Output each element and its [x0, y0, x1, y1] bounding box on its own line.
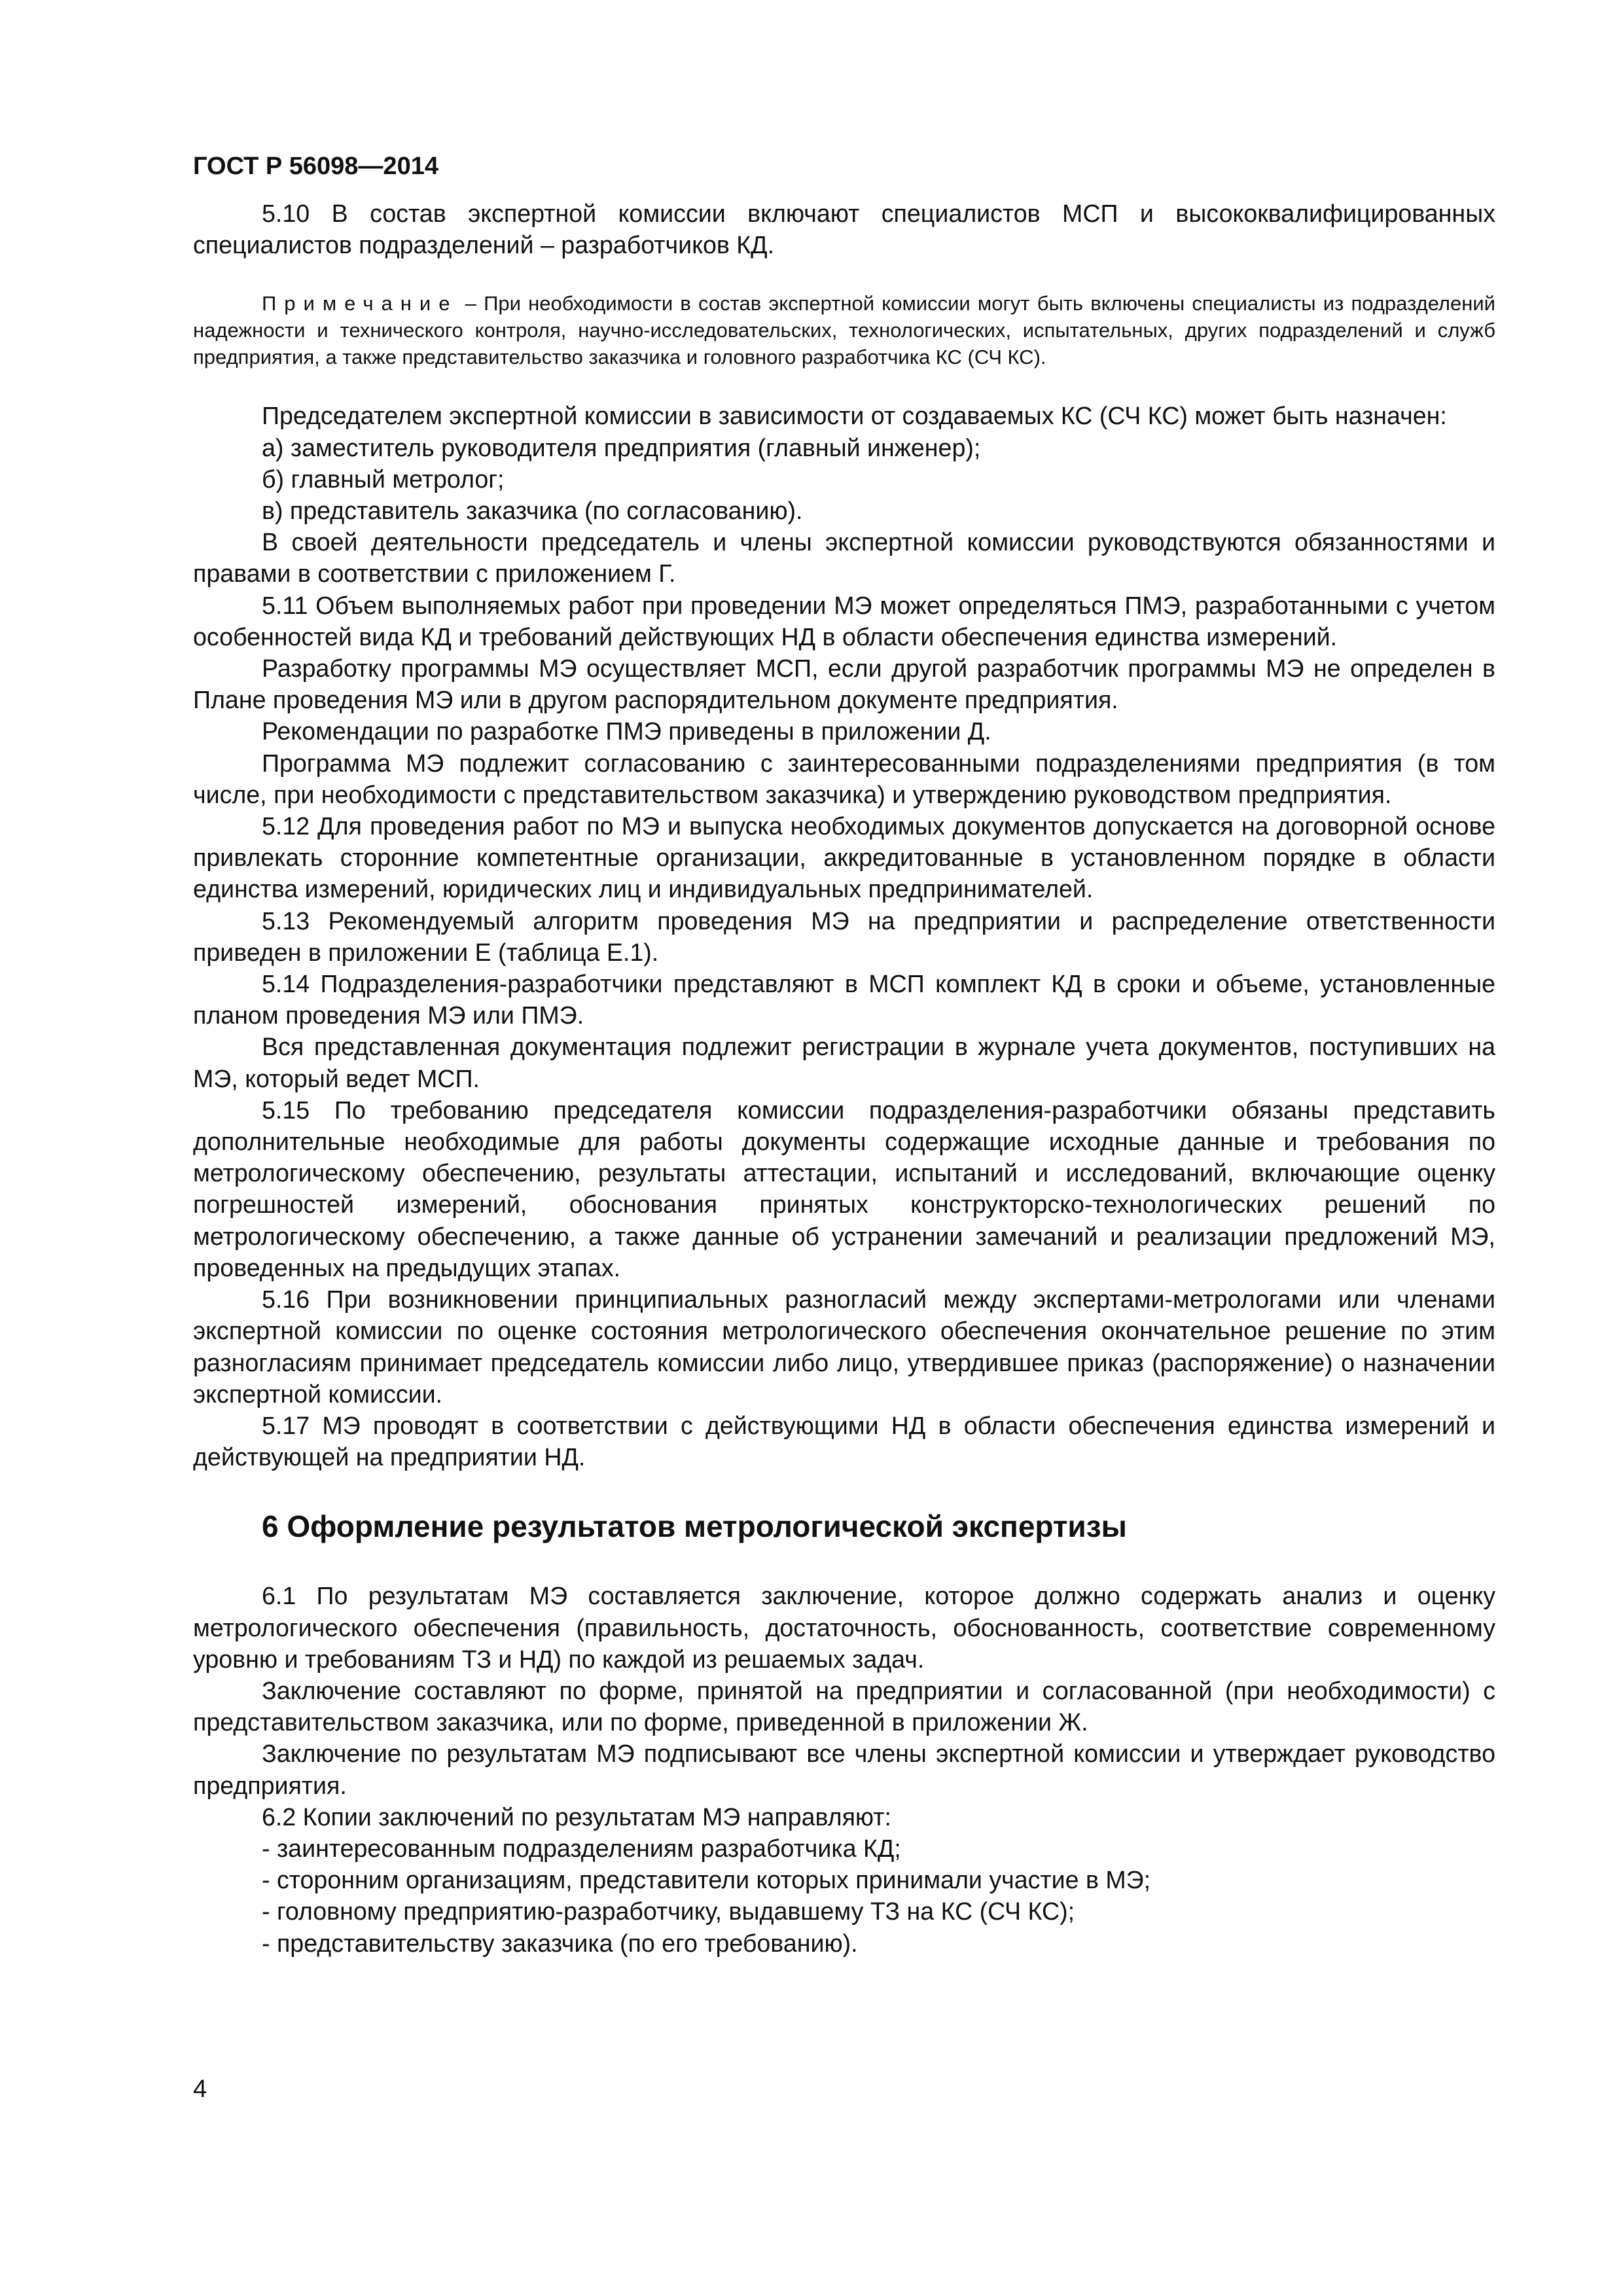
paragraph-6-1: 6.1 По результатам МЭ составляется заключение, которое должно содержать анализ и оценку метрологического обеспечения (правильность, достаточность, обоснованность, соответствие современному уровню и требованиям ТЗ и НД) по каждой из решаемых задач.: [193, 1582, 1495, 1673]
chair-option-c: в) представитель заказчика (по согласованию).: [262, 497, 803, 525]
chair-option-a: а) заместитель руководителя предприятия (главный инженер);: [262, 433, 981, 461]
section-6-title: 6 Оформление результатов метрологической экспертизы: [262, 1509, 1127, 1544]
paragraph-5-13: 5.13 Рекомендуемый алгоритм проведения МЭ на предприятии и распределение ответственности приведен в приложении Е (таблица Е.1).: [193, 906, 1495, 966]
paragraph-5-10: 5.10 В состав экспертной комиссии включают специалистов МСП и высококвалифицированных специалистов подразделений – разработчиков КД.: [193, 200, 1495, 259]
paragraph-6-1-b: Заключение составляют по форме, принятой на предприятии и согласованной (при необходимости) с представительством заказчика, или по форме, приведенной в приложении Ж.: [193, 1676, 1495, 1736]
list-item: - головному предприятию-разработчику, выдавшему ТЗ на КС (СЧ КС);: [262, 1897, 1075, 1926]
paragraph-6-2: 6.2 Копии заключений по результатам МЭ направляют:: [262, 1803, 891, 1831]
note-paragraph: [193, 290, 1495, 370]
note-text: – При необходимости в состав экспертной комиссии могут быть включены специалисты из подразделений надежности и технического контроля, научно-исследовательских, технологических, испытательных, других подразделений и служб предприятия, а также представительство заказчика и головного разработчика КС (СЧ КС).: [193, 292, 1495, 369]
chair-option-b: б) главный метролог;: [262, 465, 505, 493]
list-item: - заинтересованным подразделениям разработчика КД;: [262, 1834, 901, 1862]
paragraph-chair-intro: Председателем экспертной комиссии в зависимости от создаваемых КС (СЧ КС) может быть назначен:: [262, 402, 1447, 430]
paragraph-5-11-b: Разработку программы МЭ осуществляет МСП, если другой разработчик программы МЭ не определен в Плане проведения МЭ или в другом распорядительном документе предприятия.: [193, 655, 1495, 714]
paragraph-5-14-b: Вся представленная документация подлежит регистрации в журнале учета документов, поступивших на МЭ, который ведет МСП.: [193, 1033, 1495, 1092]
paragraph-6-1-c: Заключение по результатам МЭ подписывают все члены экспертной комиссии и утверждает руководство предприятия.: [193, 1740, 1495, 1799]
list-item: - сторонним организациям, представители которых принимали участие в МЭ;: [262, 1866, 1151, 1894]
document-body: [193, 198, 1495, 1959]
paragraph-5-11-d: Программа МЭ подлежит согласованию с заинтересованными подразделениями предприятия (в том числе, при необходимости с представительством заказчика) и утверждению руководством предприятия.: [193, 749, 1495, 808]
paragraph-5-12: 5.12 Для проведения работ по МЭ и выпуска необходимых документов допускается на договорной основе привлекать сторонние компетентные организации, аккредитованные в установленном порядке в области единства измерений, юридических лиц и индивидуальных предпринимателей.: [193, 812, 1495, 903]
paragraph-5-16: 5.16 При возникновении принципиальных разногласий между экспертами-метрологами или членами экспертной комиссии по оценке состояния метрологического обеспечения окончательное решение по этим разногласиям принимает председатель комиссии либо лицо, утвердившее приказ (распоряжение) о назначении экспертной комиссии.: [193, 1285, 1495, 1408]
paragraph-chair-duties: В своей деятельности председатель и члены экспертной комиссии руководствуются обязанностями и правами в соответствии с приложением Г.: [193, 528, 1495, 588]
document-header: ГОСТ Р 56098—2014: [193, 152, 438, 180]
note-label: Примечание: [262, 292, 458, 315]
list-item: - представительству заказчика (по его требованию).: [262, 1929, 858, 1957]
page-number: 4: [193, 2075, 207, 2103]
paragraph-5-14: 5.14 Подразделения-разработчики представляют в МСП комплект КД в сроки и объеме, установленные планом проведения МЭ или ПМЭ.: [193, 970, 1495, 1030]
paragraph-5-11-c: Рекомендации по разработке ПМЭ приведены в приложении Д.: [262, 717, 991, 745]
paragraph-5-11: 5.11 Объем выполняемых работ при проведении МЭ может определяться ПМЭ, разработанными с учетом особенностей вида КД и требований действующих НД в области обеспечения единства измерений.: [193, 591, 1495, 651]
paragraph-5-17: 5.17 МЭ проводят в соответствии с действующими НД в области обеспечения единства измерений и действующей на предприятии НД.: [193, 1411, 1495, 1471]
paragraph-5-15: 5.15 По требованию председателя комиссии подразделения-разработчики обязаны представить дополнительные необходимые для работы документы содержащие исходные данные и требования по метрологическому обеспечению, результаты аттестации, испытаний и исследований, включающие оценку погрешностей измерений, обоснования принятых конструкторско-технологических решений по метрологическому обеспечению, а также данные об устранении замечаний и реализации предложений МЭ, проведенных на предыдущих этапах.: [193, 1096, 1495, 1282]
